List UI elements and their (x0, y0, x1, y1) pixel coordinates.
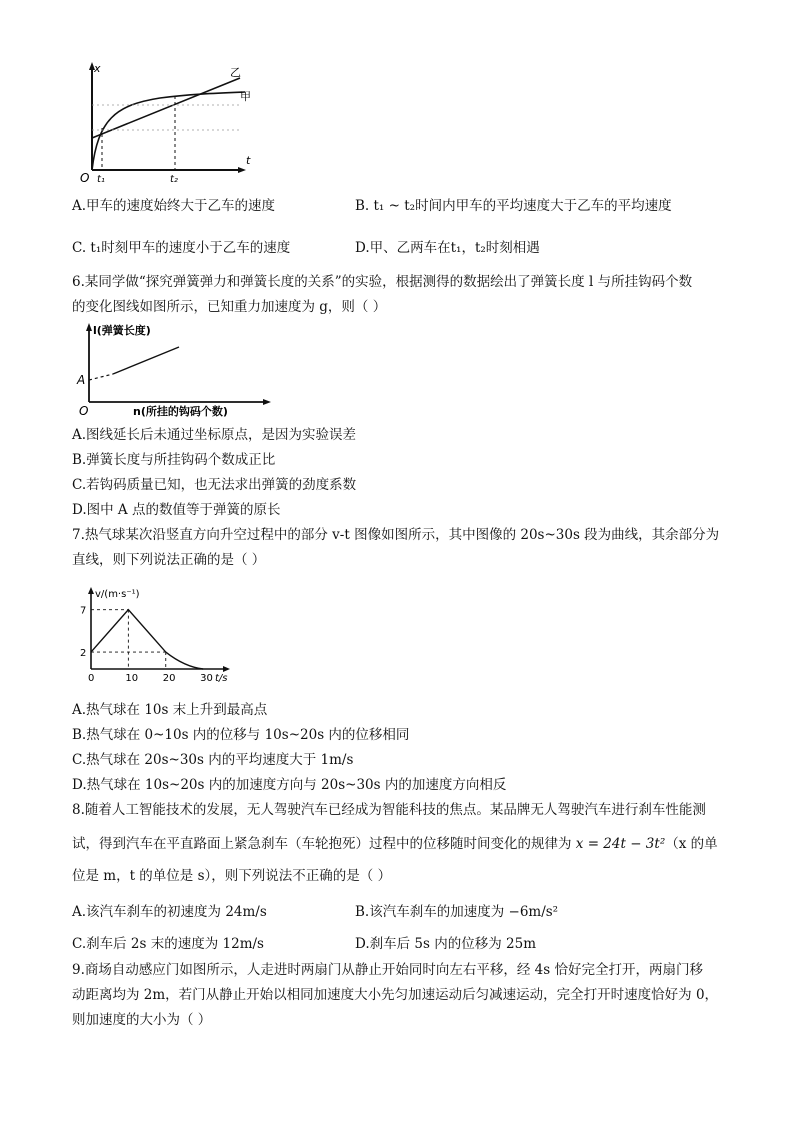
x-axis-arrow (223, 666, 230, 672)
x-tick-label: 30 (200, 673, 213, 684)
curve-jia (92, 92, 245, 170)
y-axis-arrow (86, 323, 92, 331)
q6-option-d[interactable]: D.图中 A 点的数值等于弹簧的原长 (72, 502, 281, 518)
y-tick-label: 2 (80, 648, 87, 660)
point-a-label: A (77, 373, 86, 387)
axis-x-label: x (94, 62, 101, 75)
q8-option-c[interactable]: C.刹车后 2s 末的速度为 12m/s (72, 936, 264, 952)
y-axis-label: l(弹簧长度) (93, 324, 151, 337)
origin-label: O (79, 404, 89, 418)
x-axis-label: n(所挂的钩码个数) (133, 405, 228, 418)
x-tick-label: 20 (162, 673, 176, 684)
series-line (91, 610, 203, 669)
q8-option-b[interactable]: B.该汽车刹车的加速度为 −6m/s² (355, 904, 559, 920)
t1-label: t₁ (97, 174, 105, 185)
q7-option-b[interactable]: B.热气球在 0~10s 内的位移与 10s~20s 内的位移相同 (72, 727, 410, 743)
n-axis-arrow (263, 399, 271, 405)
q7-vt-chart (75, 585, 245, 690)
q6-option-a[interactable]: A.图线延长后未通过坐标原点，是因为实验误差 (72, 427, 357, 443)
q6-option-b[interactable]: B.弹簧长度与所挂钩码个数成正比 (72, 452, 276, 468)
q5-option-a[interactable]: A.甲车的速度始终大于乙车的速度 (72, 198, 276, 214)
origin-label: O (80, 171, 90, 185)
q7-stem-line2: 直线，则下列说法正确的是（ ） (72, 552, 266, 568)
x-tick-label: 0 (88, 673, 95, 684)
x-tick-label: 10 (125, 673, 139, 684)
q6-option-c[interactable]: C.若钩码质量已知，也无法求出弹簧的劲度系数 (72, 477, 357, 493)
q6-stem-line2: 的变化图线如图所示，已知重力加速度为 g，则（ ） (72, 299, 387, 315)
q8-stem-text-tail: （x 的单 (665, 836, 718, 852)
q9-stem-line2: 动距离均为 2m，若门从静止开始以相同加速度大小先匀加速运动后匀减速运动，完全打开时速度恰好为 0， (72, 987, 719, 1003)
q7-option-c[interactable]: C.热气球在 20s~30s 内的平均速度大于 1m/s (72, 752, 354, 768)
q6-spring-graph (75, 320, 275, 420)
x-axis-label: t/s (215, 673, 228, 684)
q6-stem-line1: 6.某同学做“探究弹簧弹力和弹簧长度的关系”的实验，根据测得的数据绘出了弹簧长度 l 与所挂钩码个数 (72, 274, 693, 290)
t2-label: t₂ (170, 174, 178, 185)
curve-yi-label: 乙 (230, 66, 241, 79)
q8-stem-line1: 8.随着人工智能技术的发展，无人驾驶汽车已经成为智能科技的焦点。某品牌无人驾驶汽车进行刹车性能测 (72, 802, 706, 818)
q5-xt-graph (80, 60, 260, 185)
y-tick-label: 7 (80, 605, 87, 617)
data-line (113, 347, 179, 374)
y-axis-label: v/(m·s⁻¹) (95, 589, 140, 600)
axis-t-label: t (246, 154, 251, 167)
q8-stem-line2 (72, 834, 718, 854)
q8-option-d[interactable]: D.刹车后 5s 内的位移为 25m (355, 936, 537, 952)
q7-option-d[interactable]: D.热气球在 10s~20s 内的加速度方向与 20s~30s 内的加速度方向相反 (72, 777, 507, 793)
q9-stem-line3: 则加速度的大小为（ ） (72, 1012, 212, 1028)
q8-stem-line3: 位是 m，t 的单位是 s），则下列说法不正确的是（ ） (72, 868, 392, 884)
q8-formula: x = 24t − 3t² (575, 836, 666, 852)
q5-option-c[interactable]: C. t₁时刻甲车的速度小于乙车的速度 (72, 240, 291, 256)
q7-option-a[interactable]: A.热气球在 10s 末上升到最高点 (72, 702, 268, 718)
q8-stem-text: 试，得到汽车在平直路面上紧急刹车（车轮抱死）过程中的位移随时间变化的规律为 (72, 836, 576, 852)
extension-dashed (89, 374, 113, 380)
q9-stem-line1: 9.商场自动感应门如图所示，人走进时两扇门从静止开始同时向左右平移，经 4s 恰好完全打开，两扇门移 (72, 962, 703, 978)
q8-option-a[interactable]: A.该汽车刹车的初速度为 24m/s (72, 904, 267, 920)
curve-jia-label: 甲 (240, 90, 251, 103)
q5-option-b[interactable]: B. t₁ ~ t₂时间内甲车的平均速度大于乙车的平均速度 (355, 198, 672, 214)
q7-stem-line1: 7.热气球某次沿竖直方向升空过程中的部分 v-t 图像如图所示，其中图像的 20s~30s 段为曲线，其余部分为 (72, 527, 720, 543)
q5-option-d[interactable]: D.甲、乙两车在t₁，t₂时刻相遇 (355, 240, 540, 256)
line-yi (92, 78, 240, 138)
y-axis-arrow (88, 587, 94, 594)
t-axis-arrow (238, 167, 246, 173)
